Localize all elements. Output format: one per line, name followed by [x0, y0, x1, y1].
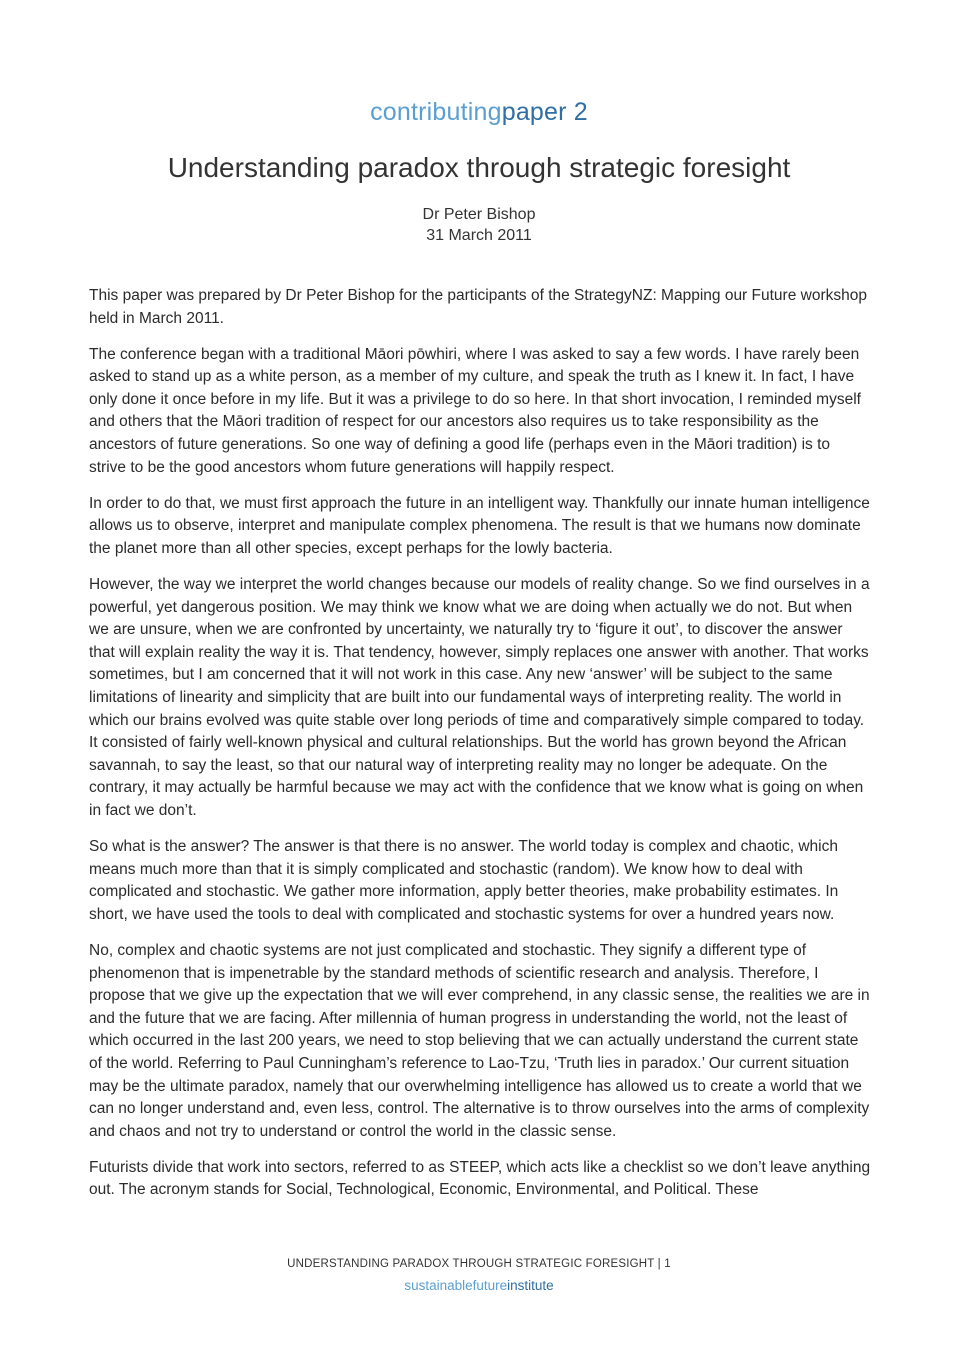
body-paragraph: However, the way we interpret the world changes because our models of reality change. So we find ourselves in a powerful, yet dangerous position. We may think we know what we are doing when actually we do not. But when we are unsure, when we are confronted by uncertainty, we naturally try to ‘figure it out’, to discover the answer that will explain reality the way it is. That tendency, however, simply replaces one answer with another. That works sometimes, but I am concerned that it will not work in this case. Any new ‘answer’ will be subject to the same limitations of linearity and simplicity that are built into our fundamental ways of interpreting reality. The world in which our brains evolved was quite stable over long periods of time and comparatively simple compared to today. It consisted of fairly well-known physical and cultural relationships. But the world has grown beyond the African savannah, to say the least, so that our natural way of interpreting reality may no longer be adequate. On the contrary, it may actually be harmful because we may act with the confidence that we know what is going on when in fact we don’t. [89, 576, 870, 819]
body-paragraph: So what is the answer? The answer is that there is no answer. The world today is complex and chaotic, which means much more than that it is simply complicated and stochastic (random). We know how to deal with complicated and stochastic. We gather more information, apply better theories, make probability estimates. In short, we have used the tools to deal with complicated and stochastic systems for over a hundred years now. [89, 838, 839, 923]
footer-brand [0, 1276, 958, 1296]
body-paragraph: In order to do that, we must first approach the future in an intelligent way. Thankfully our innate human intelligence allows us to observe, interpret and manipulate complex phenomena. The result is that we humans now dominate the planet more than all other species, except perhaps for the lowly bacteria. [89, 494, 870, 557]
author-name: Dr Peter Bishop [422, 206, 536, 223]
document-title: Understanding paradox through strategic foresight [167, 152, 791, 183]
footer-brand-prefix: sustainablefuture [404, 1278, 508, 1293]
body-paragraph: Futurists divide that work into sectors, referred to as STEEP, which acts like a checklist so we don’t leave anything out. The acronym stands for Social, Technological, Economic, Environmental, and Political. These [89, 1158, 871, 1199]
series-label-prefix: contributing [370, 98, 502, 126]
series-label-suffix: paper 2 [501, 98, 588, 126]
document-date: 31 March 2011 [426, 227, 532, 244]
series-label [0, 98, 958, 127]
byline [0, 204, 958, 246]
page-footer [0, 1256, 958, 1296]
running-footer-title: UNDERSTANDING PARADOX THROUGH STRATEGIC FORESIGHT | 1 [287, 1258, 671, 1270]
body-paragraph: No, complex and chaotic systems are not just complicated and stochastic. They signify a different type of phenomenon that is impenetrable by the standard methods of scientific research and analysis. Therefore, I propose that we give up the expectation that we will ever comprehend, in any classic sense, the realities we are in and the future that we are facing. After millennia of human progress in understanding the world, not the least of which occurred in the last 200 years, we need to stop believing that we can actually understand the current state of the world. Referring to Paul Cunningham’s reference to Lao-Tzu, ‘Truth lies in paradox.’ Our current situation may be the ultimate paradox, namely that our overwhelming intelligence has allowed us to create a world that we can no longer understand and, even less, control. The alternative is to throw ourselves into the arms of complexity and chaos and not try to understand or control the world in the classic sense. [89, 941, 870, 1140]
footer-brand-suffix: institute [507, 1278, 554, 1293]
document-body [89, 285, 871, 1215]
body-paragraph: This paper was prepared by Dr Peter Bishop for the participants of the StrategyNZ: Mapping our Future workshop held in March 2011. [89, 287, 867, 327]
body-paragraph: The conference began with a traditional Māori pōwhiri, where I was asked to say a few words. I have rarely been asked to stand up as a white person, as a member of my culture, and speak the truth as I knew it. In fact, I have only done it once before in my life. But it was a privilege to do so here. In that short invocation, I reminded myself and others that the Māori tradition of respect for our ancestors also requires us to take responsibility as the ancestors of future generations. So one way of defining a good life (perhaps even in the Māori tradition) is to strive to be the good ancestors whom future generations will happily respect. [89, 345, 861, 476]
